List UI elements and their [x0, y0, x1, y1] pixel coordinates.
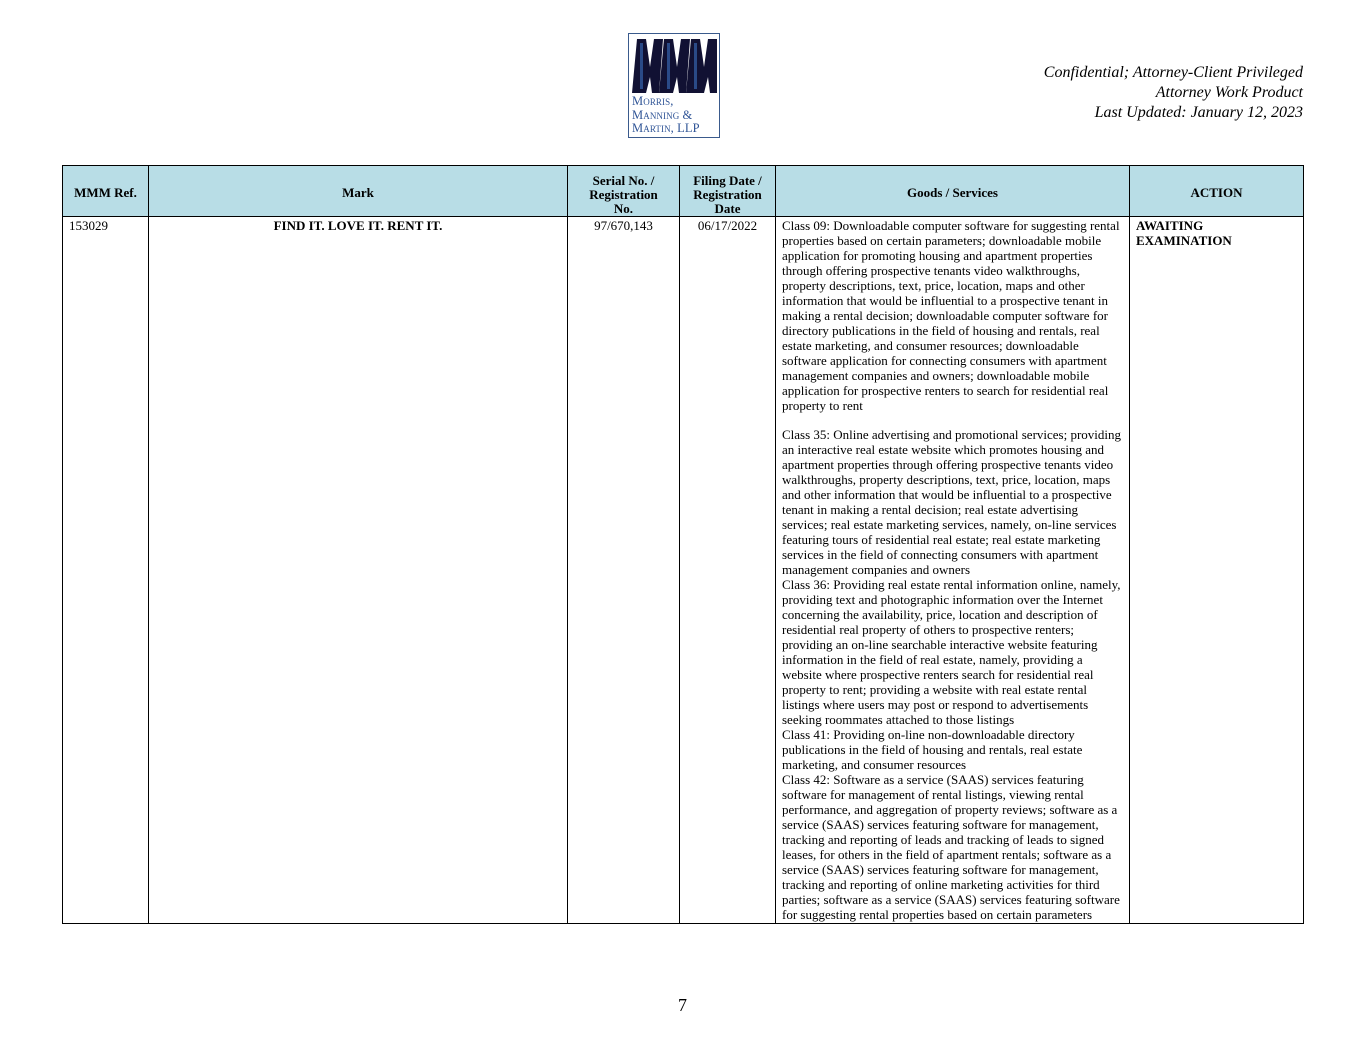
action-status: AWAITING [1136, 218, 1204, 233]
logo-text [632, 95, 718, 136]
col-header-goods: Goods / Services [776, 166, 1130, 217]
col-header-mark: Mark [149, 166, 568, 217]
col-header-filing [680, 166, 776, 217]
confidentiality-header [1044, 63, 1303, 123]
header-line: Date [714, 201, 741, 216]
logo-line: Morris, [632, 94, 674, 108]
last-updated-label: Last Updated: January 12, 2023 [1094, 104, 1303, 121]
ref-cell: 153029 [63, 217, 149, 924]
mark-cell: FIND IT. LOVE IT. RENT IT. [149, 217, 568, 924]
header-line: Serial No. / [592, 173, 655, 188]
confidential-label: Confidential; Attorney-Client Privileged [1043, 64, 1303, 81]
col-header-ref: MMM Ref. [63, 166, 149, 217]
filing-date-cell: 06/17/2022 [680, 217, 776, 924]
serial-cell: 97/670,143 [568, 217, 680, 924]
header-line: Registration [589, 187, 658, 202]
header-line: No. [613, 201, 634, 216]
mmm-logo-icon [632, 37, 718, 93]
header-line: Filing Date / [693, 173, 762, 188]
page-number: 7 [678, 995, 687, 1015]
trademark-table [62, 165, 1304, 924]
class-41-text: Class 41: Providing on-line non-downloadable directory publications in the field of housing and rentals, real estate marketing, and consumer resources [782, 726, 1083, 772]
firm-logo [628, 33, 720, 138]
logo-line: Martin, LLP [632, 121, 700, 135]
col-header-action: ACTION [1130, 166, 1304, 217]
goods-services-cell [776, 217, 1130, 924]
logo-line: Manning & [632, 107, 693, 122]
action-cell [1130, 217, 1304, 924]
class-36-text: Class 36: Providing real estate rental information online, namely, providing text and photographic information over the Internet concerning the availability, price, location and description of residential real property of others to prospective renters; providing an on-line searchable interactive website featuring information in the field of real estate, namely, providing a website where prospective renters search for residential real property to rent; providing a website with real estate rental listings where users may post or respond to advertisements seeking roommates attached to those listings [782, 576, 1121, 727]
header-line: Registration [693, 187, 762, 202]
action-status: EXAMINATION [1136, 233, 1232, 248]
class-35-text: Class 35: Online advertising and promotional services; providing an interactive real estate website which promotes housing and apartment properties through offering prospective tenants video walkthroughs, property descriptions, text, price, location, maps and other information that would be influential to a prospective tenant in making a rental decision; real estate advertising services; real estate marketing services, namely, on-line services featuring tours of residential real estate; real estate marketing services in the field of connecting consumers with apartment management companies and owners [782, 426, 1122, 577]
work-product-label: Attorney Work Product [1155, 84, 1303, 101]
col-header-serial [568, 166, 680, 217]
table-header-row [63, 166, 1304, 217]
table-row [63, 217, 1304, 924]
class-42-text: Class 42: Software as a service (SAAS) services featuring software for management of rental listings, viewing rental performance, and aggregation of property reviews; software as a service (SAAS) services featuring software for management, tracking and reporting of leads and tracking of leads to signed leases, for others in the field of apartment rentals; software as a service (SAAS) services featuring software for management, tracking and reporting of online marketing activities for third parties; software as a service (SAAS) services featuring software for suggesting rental properties based on certain parameters [782, 771, 1120, 922]
class-09-text: Class 09: Downloadable computer software for suggesting rental properties based on certain parameters; downloadable mobile application for promoting housing and apartment properties through offering prospective tenants video walkthroughs, property descriptions, text, price, location, maps and other information that would be influential to a prospective tenant in making a rental decision; downloadable computer software for directory publications in the field of housing and rentals, real estate marketing, and consumer resources; downloadable software application for connecting consumers with apartment management companies and owners; downloadable mobile application for prospective renters to search for residential real property to rent [782, 218, 1120, 413]
